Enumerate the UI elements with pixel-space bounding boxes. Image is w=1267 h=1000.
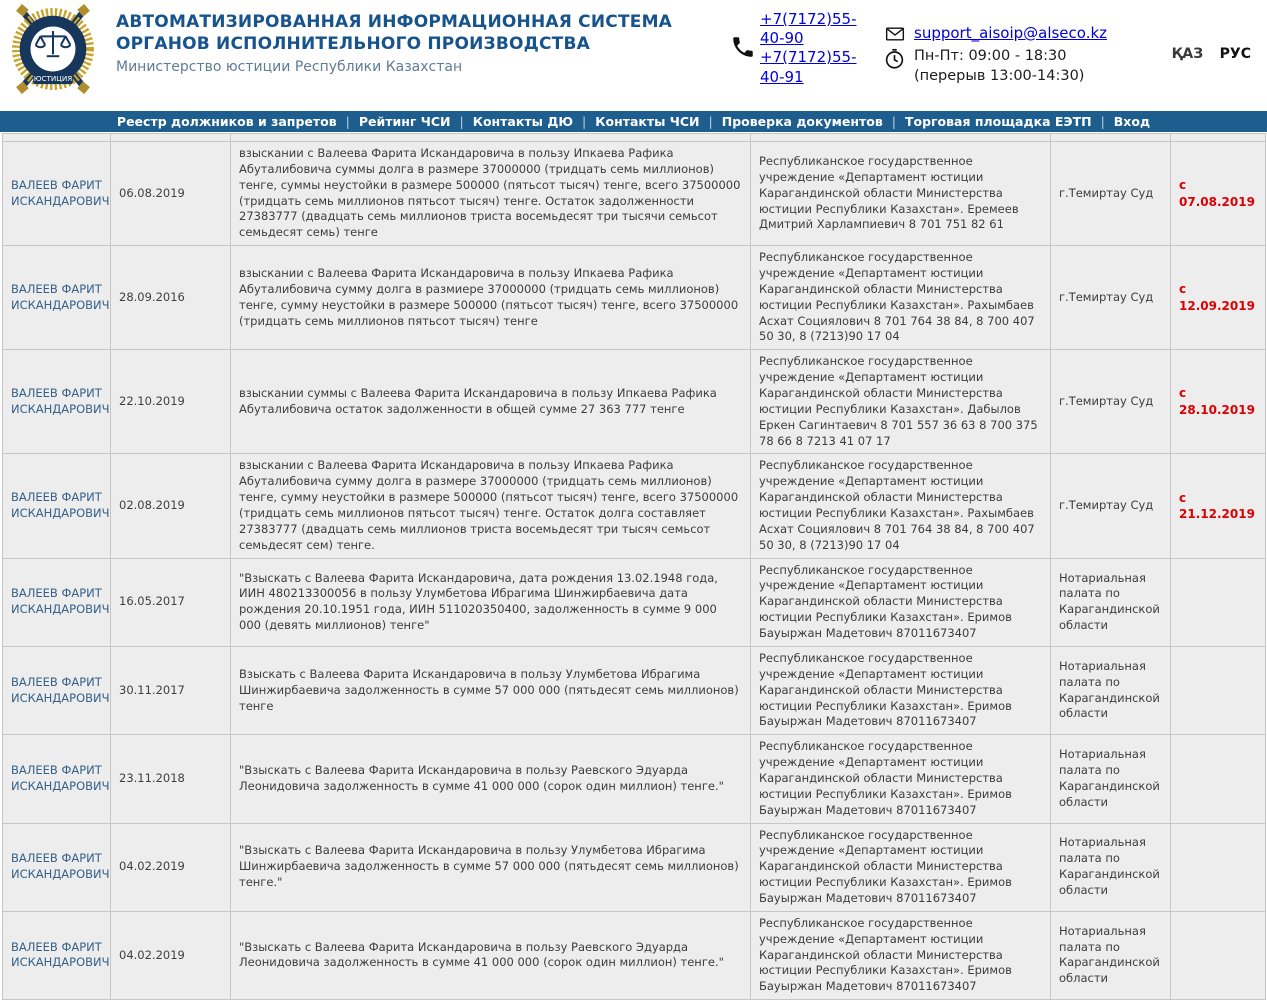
email-icon (884, 24, 906, 44)
enforcement-authority: Республиканское государственное учреждение «Департамент юстиции Карагандинской области Министерства юстиции Республики Казахстан». Еримов Бауыржан Мадетович 87011673407 (751, 823, 1051, 911)
case-description: взыскании с Валеева Фарита Искандаровича в пользу Ипкаева Рафика Абуталибовича сумму долга в размиере 37000000 (тридцать семь миллионов) тенге, сумму неустойки в размере 500000 (пятьсот тысяч) тенге, всего 37500000 (тридцать семь миллионов пятьсот тысяч) тенге (231, 246, 751, 350)
document-date: 30.11.2017 (111, 646, 231, 734)
case-description: "Взыскать с Валеева Фарита Искандаровича в пользу Раевского Эдуарда Леонидовича задолженность в сумме 41 000 000 (сорок один миллион) тенге." (231, 735, 751, 823)
enforcement-authority: Республиканское государственное учреждение «Департамент юстиции Карагандинской области Министерства юстиции Республики Казахстан». Еримов Бауыржан Мадетович 87011673407 (751, 735, 1051, 823)
issuing-body: г.Темиртау Суд (1051, 350, 1171, 454)
case-description: "Взыскать с Валеева Фарита Искандаровича в пользу Улумбетова Ибрагима Шинжирбаевича задолженность в сумме 57 000 000 (пятьдесят семь миллионов) тенге." (231, 823, 751, 911)
nav-separator: | (891, 114, 896, 129)
nav-separator: | (459, 114, 464, 129)
enforcement-authority: Республиканское государственное учреждение «Департамент юстиции Карагандинской области Министерства юстиции Республики Казахстан». Дабылов Еркен Сагинтаевич 8 701 557 36 63 8 700 375 78 66 8 7213 41 07 17 (751, 350, 1051, 454)
table-row-partial (3, 134, 1266, 142)
case-description: "Взыскать с Валеева Фарита Искандаровича в пользу Раевского Эдуарда Леонидовича задолженность в сумме 41 000 000 (сорок один миллион) тенге." (231, 911, 751, 999)
nav-separator: | (345, 114, 350, 129)
issuing-body: Нотариальная палата по Карагандинской области (1051, 735, 1171, 823)
issuing-body: Нотариальная палата по Карагандинской области (1051, 646, 1171, 734)
debtor-name-link[interactable]: ВАЛЕЕВ ФАРИТ ИСКАНДАРОВИЧ (11, 674, 110, 705)
table-row (3, 558, 1266, 646)
status-cell (1171, 454, 1266, 558)
working-hours-line1: Пн-Пт: 09:00 - 18:30 (914, 48, 1067, 64)
debtor-name-link[interactable]: ВАЛЕЕВ ФАРИТ ИСКАНДАРОВИЧ (11, 586, 110, 617)
document-date: 04.02.2019 (111, 911, 231, 999)
status-cell (1171, 350, 1266, 454)
enforcement-authority: Республиканское государственное учреждение «Департамент юстиции Карагандинской области Министерства юстиции Республики Казахстан». Рахымбаев Асхат Социялович 8 701 764 38 84, 8 700 407 50 30, 8 (7213)90 17 04 (751, 454, 1051, 558)
case-description: "Взыскать с Валеева Фарита Искандаровича, дата рождения 13.02.1948 года, ИИН 480213300056 в пользу Улумбетова Ибрагима Шинжирбаевича дата рождения 20.10.1951 года, ИИН 511020350400, задолженность в сумме 9 000 000 (девять миллионов) тенге" (231, 558, 751, 646)
language-switcher (1160, 46, 1251, 62)
debtor-name-link[interactable]: ВАЛЕЕВ ФАРИТ ИСКАНДАРОВИЧ (11, 490, 110, 521)
status-prefix: с (1179, 490, 1187, 505)
phone-link-2[interactable]: +7(7172)55-40-91 (760, 48, 857, 86)
document-date: 16.05.2017 (111, 558, 231, 646)
table-row (3, 454, 1266, 558)
issuing-body: г.Темиртау Суд (1051, 454, 1171, 558)
nav-separator: | (582, 114, 587, 129)
title-block (116, 12, 672, 75)
lang-rus-button[interactable]: РУС (1219, 46, 1251, 62)
nav-item-2[interactable]: Контакты ДЮ (472, 114, 574, 129)
phone-contact-block (730, 10, 866, 87)
site-header (0, 0, 1267, 103)
site-title-line1: АВТОМАТИЗИРОВАННАЯ ИНФОРМАЦИОННАЯ СИСТЕМА (116, 12, 673, 32)
debtor-name-link[interactable]: ВАЛЕЕВ ФАРИТ ИСКАНДАРОВИЧ (11, 386, 110, 416)
status-cell (1171, 646, 1266, 734)
nav-item-0[interactable]: Реестр должников и запретов (116, 114, 337, 129)
debtor-name-link[interactable]: ВАЛЕЕВ ФАРИТ ИСКАНДАРОВИЧ (11, 763, 110, 793)
nav-item-4[interactable]: Проверка документов (721, 114, 883, 129)
debtor-table-body (3, 134, 1266, 1000)
status-cell (1171, 246, 1266, 350)
document-date: 28.09.2016 (111, 246, 231, 350)
status-prefix: с (1179, 282, 1187, 297)
issuing-body: Нотариальная палата по Карагандинской области (1051, 911, 1171, 999)
table-row (3, 823, 1266, 911)
table-row (3, 350, 1266, 454)
justice-emblem-icon (8, 4, 98, 94)
enforcement-authority: Республиканское государственное учреждение «Департамент юстиции Карагандинской области Министерства юстиции Республики Казахстан». Еремеев Дмитрий Харлампиевич 8 701 751 82 61 (751, 142, 1051, 246)
lang-kaz-button[interactable]: ҚАЗ (1171, 46, 1204, 62)
enforcement-authority: Республиканское государственное учреждение «Департамент юстиции Карагандинской области Министерства юстиции Республики Казахстан». Еримов Бауыржан Мадетович 87011673407 (751, 558, 1051, 646)
email-hours-block (884, 24, 1107, 86)
document-date: 04.02.2019 (111, 823, 231, 911)
nav-item-5[interactable]: Торговая площадка ЕЭТП (904, 114, 1092, 129)
debtor-name-link[interactable]: ВАЛЕЕВ ФАРИТ ИСКАНДАРОВИЧ (11, 939, 110, 970)
document-date: 02.08.2019 (111, 454, 231, 558)
status-cell (1171, 142, 1266, 246)
document-date: 22.10.2019 (111, 350, 231, 454)
status-prefix: с (1179, 386, 1187, 401)
case-description: взыскании с Валеева Фарита Искандаровича в пользу Ипкаева Рафика Абуталибовича суммы долга в размере 37000000 (тридцать семь миллионов) тенге, суммы неустойки в размере 500000 (пятьсот тысяч) тенге, всего 37500000 (тридцать семь миллионов пятьсот тысяч) тенге. Остаток задолженности 27383777 (двадцать семь миллионов триста восемьдесят три тысячи семьсот семьдесят семь) тенге (231, 142, 751, 246)
status-cell (1171, 823, 1266, 911)
debtor-name-link[interactable]: ВАЛЕЕВ ФАРИТ ИСКАНДАРОВИЧ (11, 281, 110, 312)
status-prefix: с (1179, 178, 1187, 193)
working-hours-line2: (перерыв 13:00-14:30) (914, 67, 1085, 84)
nav-item-1[interactable]: Рейтинг ЧСИ (358, 114, 451, 129)
debtor-name-link[interactable]: ВАЛЕЕВ ФАРИТ ИСКАНДАРОВИЧ (11, 851, 110, 882)
enforcement-authority: Республиканское государственное учреждение «Департамент юстиции Карагандинской области Министерства юстиции Республики Казахстан». Рахымбаев Асхат Социялович 8 701 764 38 84, 8 700 407 50 30, 8 (7213)90 17 04 (751, 246, 1051, 350)
debtor-name-link[interactable]: ВАЛЕЕВ ФАРИТ ИСКАНДАРОВИЧ (11, 177, 110, 208)
debtors-table (2, 133, 1266, 1000)
status-cell (1171, 735, 1266, 823)
table-row (3, 142, 1266, 246)
nav-separator: | (1100, 114, 1105, 129)
status-cell (1171, 558, 1266, 646)
status-cell (1171, 911, 1266, 999)
issuing-body: г.Темиртау Суд (1051, 142, 1171, 246)
nav-separator: | (708, 114, 713, 129)
case-description: Взыскать с Валеева Фарита Искандаровича в пользу Улумбетова Ибрагима Шинжирбаевича задолженность в сумме 57 000 000 (пятьдесят семь миллионов) тенге (231, 646, 751, 734)
issuing-body: Нотариальная палата по Карагандинской области (1051, 823, 1171, 911)
phone-icon (730, 34, 756, 60)
status-date: 28.10.2019 (1179, 402, 1255, 417)
status-date: 21.12.2019 (1179, 507, 1255, 522)
case-description: взыскании с Валеева Фарита Искандаровича в пользу Ипкаева Рафика Абуталибовича сумму долга в размере 37000000 (тридцать семь миллионов) тенге, сумму неустойки в размере 500000 (пятьсот тысяч) тенге, всего 37500000 (тридцать семь миллионов пятьсот тысяч) тенге. Остаток долга составляет 27383777 (двадцать семь миллионов триста восемьдесят три тысяч семьсот семьдесят сем) тенге. (231, 454, 751, 558)
table-row (3, 911, 1266, 999)
document-date: 06.08.2019 (111, 142, 231, 246)
table-row (3, 646, 1266, 734)
site-subtitle: Министерство юстиции Республики Казахстан (116, 59, 463, 76)
logo-banner-text: ЮСТИЦИЯ (33, 73, 73, 83)
ministry-justice-logo (8, 4, 98, 94)
issuing-body: Нотариальная палата по Карагандинской области (1051, 558, 1171, 646)
phone-link-1[interactable]: +7(7172)55-40-90 (760, 10, 857, 48)
working-hours (914, 47, 1107, 86)
table-row (3, 735, 1266, 823)
table-row (3, 246, 1266, 350)
email-link[interactable]: support_aisoip@alseco.kz (914, 24, 1108, 42)
status-date: 07.08.2019 (1179, 194, 1255, 209)
document-date: 23.11.2018 (111, 735, 231, 823)
enforcement-authority: Республиканское государственное учреждение «Департамент юстиции Карагандинской области Министерства юстиции Республики Казахстан». Еримов Бауыржан Мадетович 87011673407 (751, 911, 1051, 999)
status-date: 12.09.2019 (1179, 298, 1255, 313)
clock-icon (884, 47, 905, 71)
main-nav (0, 111, 1267, 132)
nav-item-6[interactable]: Вход (1113, 114, 1151, 129)
site-title-line2: ОРГАНОВ ИСПОЛНИТЕЛЬНОГО ПРОИЗВОДСТВА (116, 33, 590, 54)
nav-item-3[interactable]: Контакты ЧСИ (595, 114, 700, 129)
enforcement-authority: Республиканское государственное учреждение «Департамент юстиции Карагандинской области Министерства юстиции Республики Казахстан». Еримов Бауыржан Мадетович 87011673407 (751, 646, 1051, 734)
case-description: взыскании суммы с Валеева Фарита Искандаровича в пользу Ипкаева Рафика Абуталибовича остаток задолженности в общей сумме 27 363 777 тенге (231, 350, 751, 454)
issuing-body: г.Темиртау Суд (1051, 246, 1171, 350)
